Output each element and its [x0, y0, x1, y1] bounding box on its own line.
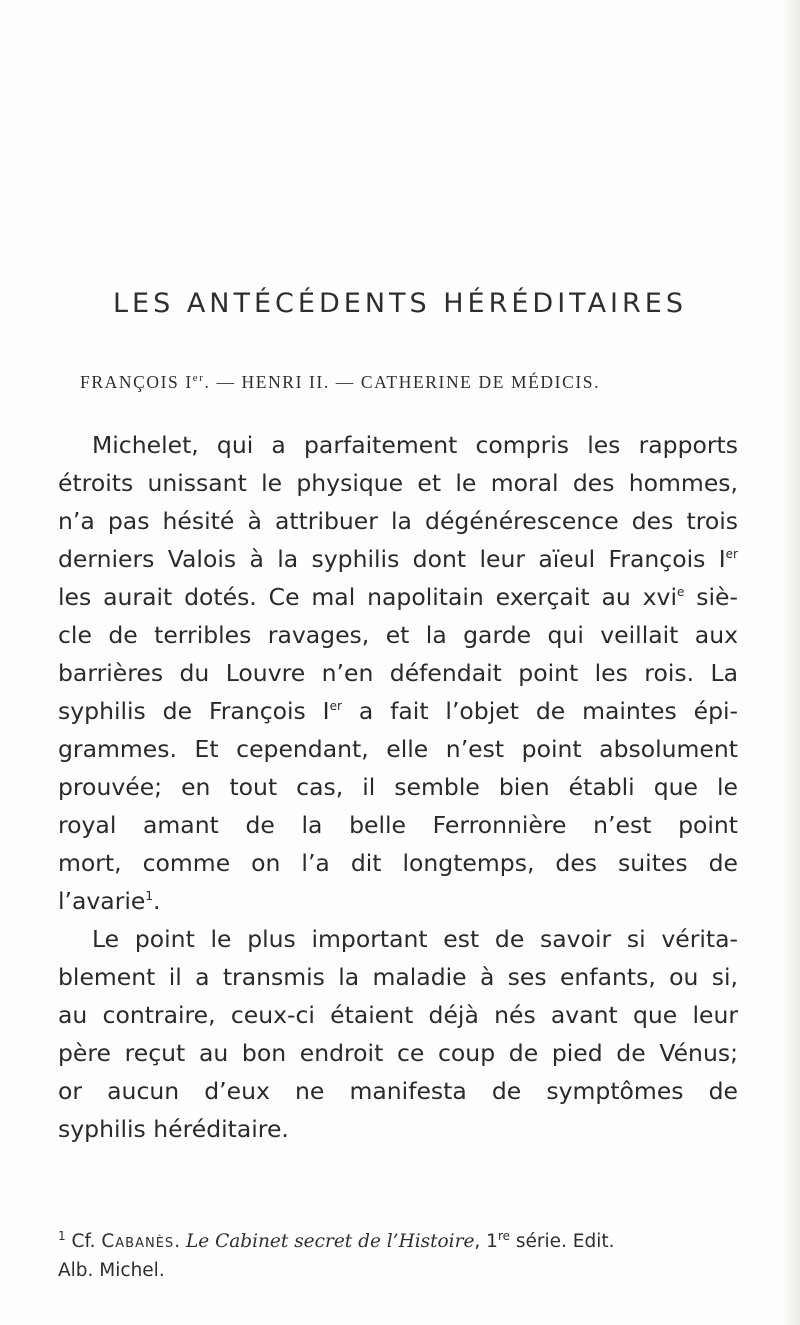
footnote-line-2: Alb. Michel.	[58, 1260, 165, 1281]
century-superscript: e	[677, 585, 685, 600]
subheading-part1: FRANÇOIS I	[80, 372, 193, 392]
footnote-series-superscript: re	[497, 1228, 511, 1243]
century-numeral: xvi	[630, 583, 677, 611]
paragraph-1-line-4	[58, 540, 738, 578]
footnote-series-rest: série. Edit.	[510, 1231, 615, 1252]
paragraph-1-line-11: royal amant de la belle Ferronnière n’est point	[58, 811, 738, 839]
paragraph-1-line-12: mort, comme on l’a dit longtemps, des suites de	[58, 849, 738, 877]
paragraph-1-line-7: barrières du Louvre n’en défendait point les rois. La	[58, 659, 738, 687]
line-8-end: a fait l’objet de maintes épi-	[341, 697, 738, 725]
subheading-part2: . — HENRI II. — CATHERINE DE MÉDICIS.	[204, 372, 601, 392]
paragraph-1-line-8	[58, 692, 738, 730]
line-8-text: syphilis de François I	[58, 697, 330, 725]
paragraph-1-line-10: prouvée; en tout cas, il semble bien établi que le	[58, 773, 738, 801]
page-edge-shadow	[782, 0, 800, 1325]
subheading-superscript: er	[192, 372, 205, 385]
section-subheading	[80, 372, 740, 393]
line-4-text: derniers Valois à la syphilis dont leur aïeul François I	[58, 545, 726, 573]
line-4-superscript: er	[725, 547, 738, 562]
footnote	[58, 1227, 738, 1285]
footnote-line-1	[58, 1227, 738, 1256]
footnote-author: Cabanès	[101, 1231, 175, 1252]
line-13-text: l’avarie	[58, 887, 146, 915]
paragraph-2-line-2: blement il a transmis la maladie à ses enfants, ou si,	[58, 963, 738, 991]
line-8-superscript: er	[329, 699, 342, 714]
line-13-end: .	[153, 887, 161, 915]
paragraph-2-line-3: au contraire, ceux-ci étaient déjà nés avant que leur	[58, 1001, 738, 1029]
footnote-work-title: Le Cabinet secret de l’Histoire	[185, 1231, 475, 1252]
line-5-text: les aurait dotés. Ce mal napolitain exerçait au	[58, 583, 631, 611]
paragraph-1-line-13	[58, 882, 738, 920]
paragraph-1-line-5	[58, 578, 738, 616]
paragraph-2-line-1: Le point le plus important est de savoir si vérita-	[92, 925, 738, 953]
paragraph-2-line-5: or aucun d’eux ne manifesta de symptômes de	[58, 1077, 738, 1105]
paragraph-2-line-6: syphilis héréditaire.	[58, 1115, 289, 1143]
paragraph-1-line-3: n’a pas hésité à attribuer la dégénérescence des trois	[58, 507, 738, 535]
footnote-cf: Cf.	[65, 1231, 102, 1252]
footnote-reference[interactable]: 1	[145, 889, 153, 904]
chapter-title: LES ANTÉCÉDENTS HÉRÉDITAIRES	[113, 288, 687, 319]
footnote-series-number: , 1	[474, 1231, 498, 1252]
footnote-marker: 1	[58, 1228, 66, 1243]
paragraph-1-line-2: étroits unissant le physique et le moral des hommes,	[58, 469, 738, 497]
body-text	[58, 426, 738, 1148]
footnote-separator: .	[174, 1231, 186, 1252]
paragraph-1-line-1: Michelet, qui a parfaitement compris les rapports	[92, 431, 738, 459]
line-5-end: siè-	[684, 583, 738, 611]
paragraph-1-line-9: grammes. Et cependant, elle n’est point absolument	[58, 735, 738, 763]
paragraph-2-line-4: père reçut au bon endroit ce coup de pied de Vénus;	[58, 1039, 738, 1067]
paragraph-1-line-6: cle de terribles ravages, et la garde qui veillait aux	[58, 621, 738, 649]
